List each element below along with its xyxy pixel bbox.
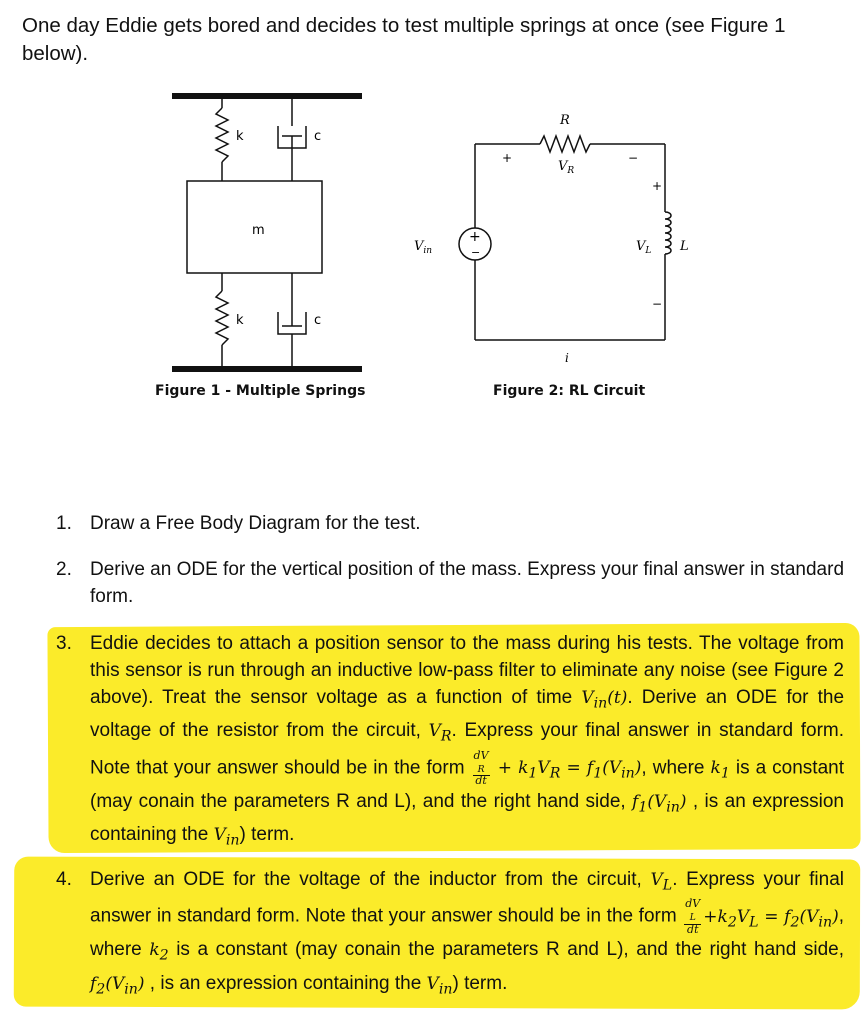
bottom-spring-label: k: [236, 313, 244, 328]
inductor: [665, 212, 671, 254]
top-wall: [172, 93, 362, 99]
vr-minus: −: [628, 151, 639, 165]
figure-2-rl-circuit: [400, 100, 720, 375]
intro-text: One day Eddie gets bored and decides to test multiple springs at once (see Figure 1 below).: [22, 14, 786, 65]
question-4-number: 4.: [56, 869, 72, 890]
bottom-wall: [172, 366, 362, 372]
question-2-text: Derive an ODE for the vertical position of the mass. Express your final answer in standard form.: [90, 559, 845, 607]
q3-derivative-fraction: dV $_R$ dt: [473, 748, 489, 787]
resistor-label: R: [560, 113, 570, 128]
mass-label: m: [252, 223, 265, 238]
question-4: [56, 866, 844, 1003]
source-minus: −: [471, 246, 481, 259]
bottom-spring: [216, 291, 228, 345]
question-3-text: Eddie decides to attach a position sensor to the mass during his tests. The voltage from this sensor is run through an inductive low-pass filter to eliminate any noise (see Figure 2 above). Treat the sensor voltage as a function of time $V_{in}(t)$. Derive an ODE for the voltage of the resistor from the circuit, $V_R$. Express your final answer in standard form. Note that your answer should be in the form dV $_R$ dt + $k_1V_R = f_1(V_{in})$, where $k_1$ is a constant (may conain the parameters R and L), and the right hand side, $f_1(V_{in})$ , is an expression containing the $V_{in}$) term.: [90, 633, 845, 849]
vr-plus: +: [502, 151, 513, 165]
vl-plus: +: [652, 179, 663, 193]
question-3: [56, 630, 844, 855]
vl-minus: −: [652, 297, 663, 311]
question-4-text: Derive an ODE for the voltage of the inductor from the circuit, $V_L$. Express your final answer in standard form. Note that your answer should be in the form dV $_L$ dt $+k_2V_L = f_2(V_{in})$, where $k_2$ is a constant (may conain the parameters R and L), and the right hand side, $f_2(V_{in})$ , is an expression containing the $V_{in}$) term.: [90, 869, 844, 998]
question-1-number: 1.: [56, 513, 72, 534]
source-plus: +: [469, 229, 481, 245]
inductor-label: L: [680, 239, 689, 254]
top-spring-label: k: [236, 129, 244, 144]
q4-derivative-fraction: dV $_L$ dt: [685, 897, 701, 936]
question-3-number: 3.: [56, 633, 72, 654]
question-1: [56, 510, 846, 537]
figure-2-caption: Figure 2: RL Circuit: [493, 383, 646, 399]
vr-label: $V_R$: [558, 159, 575, 176]
top-damper-label: c: [314, 129, 322, 144]
figure-1-spring-diagram: [160, 88, 370, 378]
vl-label: $V_L$: [636, 239, 652, 256]
resistor: [540, 136, 590, 152]
question-2-number: 2.: [56, 559, 72, 580]
question-1-text: Draw a Free Body Diagram for the test.: [90, 513, 421, 534]
vin-label: $V_{in}$: [414, 239, 433, 256]
question-2: [56, 556, 846, 610]
current-label: i: [565, 351, 569, 365]
figure-1-caption: Figure 1 - Multiple Springs: [155, 383, 366, 399]
bottom-damper-label: c: [314, 313, 322, 328]
top-spring: [216, 108, 228, 162]
